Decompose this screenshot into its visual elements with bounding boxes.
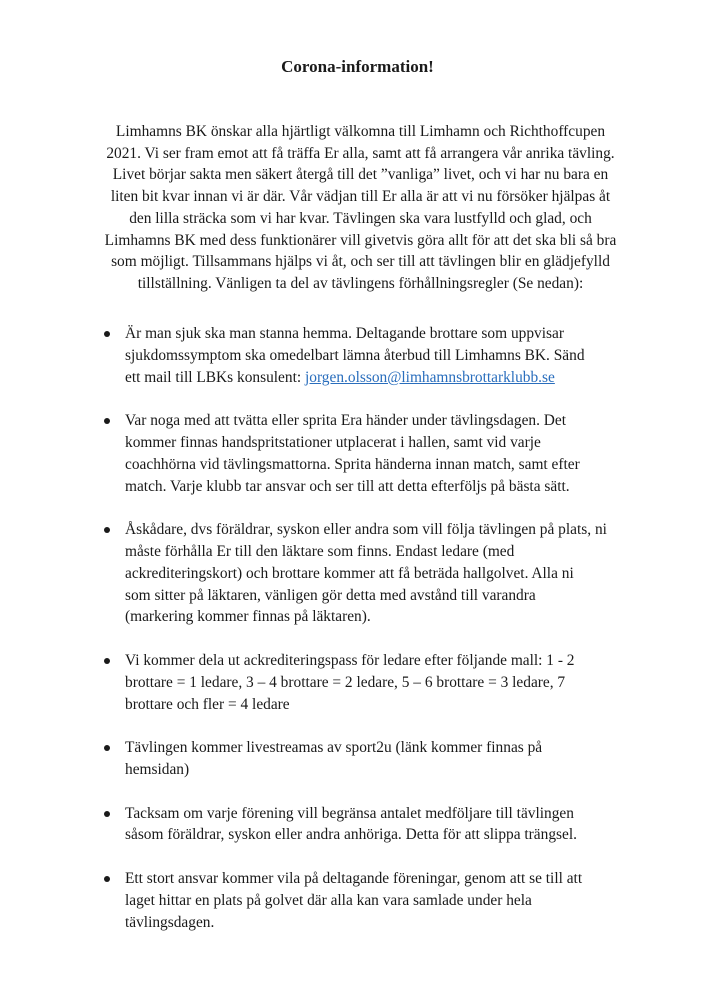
rule-line: kommer finnas handspritstationer utplacerat i hallen, samt vid varje bbox=[125, 433, 541, 451]
bullet-dot-icon bbox=[104, 658, 110, 664]
rule-item-spectators bbox=[0, 519, 645, 628]
bullet-dot-icon bbox=[104, 811, 110, 817]
bullet-dot-icon bbox=[104, 418, 110, 424]
bullet-dot-icon bbox=[104, 331, 110, 337]
rule-line: hemsidan) bbox=[125, 760, 190, 778]
intro-line: liten bit kvar innan vi är där. Vår vädjan till Er alla är att vi nu försöker hjälpas åt bbox=[110, 188, 611, 206]
email-link[interactable]: jorgen.olsson@limhamnsbrottarklubb.se bbox=[304, 368, 555, 386]
rule-line: såsom föräldrar, syskon eller andra anhöriga. Detta för att slippa trängsel. bbox=[125, 826, 577, 844]
rule-line: måste förhålla Er till den läktare som finns. Endast ledare (med bbox=[125, 542, 515, 560]
intro-line: den lilla sträcka som vi har kvar. Tävlingen ska vara lustfylld och glad, och bbox=[129, 209, 592, 227]
page-title: Corona-information! bbox=[281, 57, 434, 76]
rule-line: (markering kommer finnas på läktaren). bbox=[125, 608, 371, 626]
intro-line: 2021. Vi ser fram emot att få träffa Er alla, samt att få arrangera vår anrika tävling. bbox=[106, 144, 615, 162]
bullet-dot-icon bbox=[104, 876, 110, 882]
rule-line: laget hittar en plats på golvet där alla kan vara samlade under hela bbox=[125, 891, 532, 909]
intro-line: som möjligt. Tillsammans hjälps vi åt, och ser till att tävlingen blir en glädjefylld bbox=[111, 253, 610, 271]
rule-line: coachhörna vid tävlingsmattorna. Sprita händerna innan match, samt efter bbox=[125, 455, 580, 473]
rule-line: Ett stort ansvar kommer vila på deltagande föreningar, genom att se till att bbox=[125, 869, 583, 887]
rules-list bbox=[0, 323, 715, 955]
intro-line: tillställning. Vänligen ta del av tävlingens förhållningsregler (Se nedan): bbox=[137, 274, 584, 292]
rule-line: Var noga med att tvätta eller sprita Era händer under tävlingsdagen. Det bbox=[125, 412, 567, 430]
intro-line: Limhamns BK önskar alla hjärtligt välkomna till Limhamn och Richthoffcupen bbox=[115, 123, 606, 140]
rule-line: Tacksam om varje förening vill begränsa antalet medföljare till tävlingen bbox=[125, 804, 574, 822]
rule-line: Tävlingen kommer livestreamas av sport2u (länk kommer finnas på bbox=[125, 739, 543, 757]
rule-line: tävlingsdagen. bbox=[125, 913, 215, 931]
rule-line: sjukdomssymptom ska omedelbart lämna återbud till Limhamns BK. Sänd bbox=[125, 346, 585, 364]
rule-line: match. Varje klubb tar ansvar och ser till att detta efterföljs på bästa sätt. bbox=[125, 477, 570, 495]
rule-line: Åskådare, dvs föräldrar, syskon eller andra som vill följa tävlingen på plats, ni bbox=[125, 521, 607, 539]
rule-line: ackrediteringskort) och brottare kommer att få beträda hallgolvet. Alla ni bbox=[125, 564, 574, 582]
intro-line: Limhamns BK med dess funktionärer vill givetvis göra allt för att det ska bli så bra bbox=[104, 231, 617, 249]
rule-item-livestream bbox=[0, 737, 645, 781]
rule-line: brottare och fler = 4 ledare bbox=[125, 695, 290, 713]
rule-line: Vi kommer dela ut ackrediteringspass för ledare efter följande mall: 1 - 2 bbox=[125, 651, 575, 669]
rule-line: Är man sjuk ska man stanna hemma. Deltagande brottare som uppvisar bbox=[125, 325, 564, 342]
intro-line: Livet börjar sakta men säkert återgå till det ”vanliga” livet, och vi har nu bara en bbox=[112, 166, 609, 184]
bullet-dot-icon bbox=[104, 745, 110, 751]
intro-paragraph bbox=[78, 121, 643, 295]
rule-item-hygiene bbox=[0, 410, 645, 497]
bullet-dot-icon bbox=[104, 527, 110, 533]
rule-item-sick bbox=[0, 323, 645, 388]
rule-line-text: ett mail till LBKs konsulent: bbox=[125, 368, 305, 386]
rule-item-responsibility bbox=[0, 868, 645, 933]
rule-line bbox=[125, 367, 645, 389]
rule-line: brottare = 1 ledare, 3 – 4 brottare = 2 ledare, 5 – 6 brottare = 3 ledare, 7 bbox=[125, 673, 566, 691]
rule-item-companions bbox=[0, 803, 645, 847]
rule-line: som sitter på läktaren, vänligen gör detta med avstånd till varandra bbox=[125, 586, 536, 604]
rule-item-accreditation bbox=[0, 650, 645, 715]
